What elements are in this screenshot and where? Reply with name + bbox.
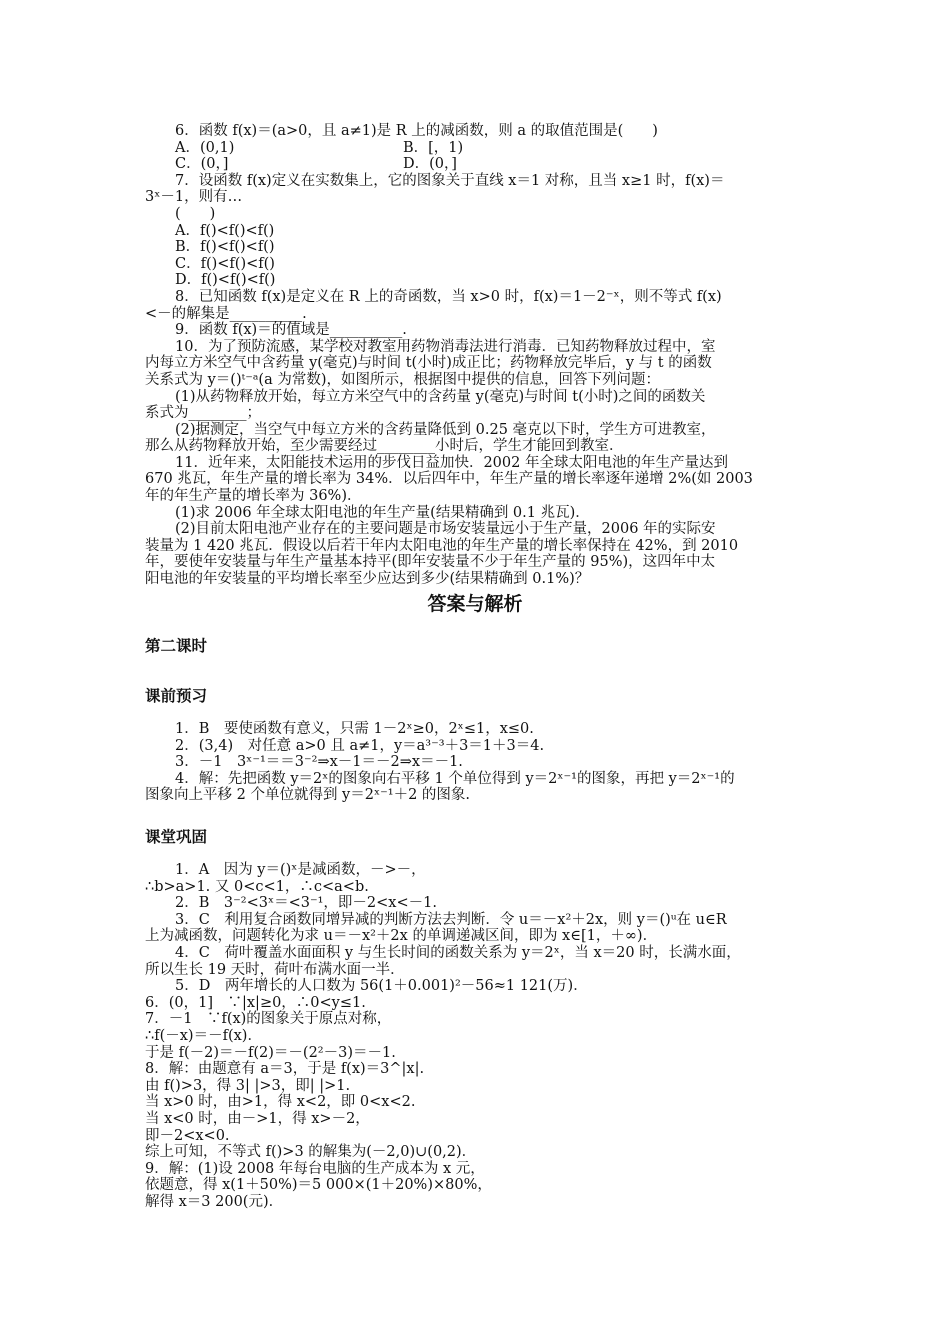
answer-line: 1．B 要使函数有意义，只需 1－2ˣ≥0，2ˣ≤1，x≤0. (175, 721, 534, 737)
answer-line: 图象向上平移 2 个单位就得到 y＝2ˣ⁻¹＋2 的图象. (145, 787, 471, 804)
answer-line: 当 x>0 时，由>1，得 x<2，即 0<x<2. (145, 1094, 416, 1111)
answer-line: 上为减函数，问题转化为求 u＝－x²＋2x 的单调递减区间，即为 x∈[1，＋∞)． (145, 928, 658, 945)
question-11-sub2-line: (2)目前太阳电池产业存在的主要问题是市场安装量远小于生产量，2006 年的实际安 (175, 521, 716, 538)
answers-title: 答案与解析 (427, 593, 523, 615)
answer-line: 所以生长 19 天时，荷叶布满水面一半． (145, 961, 405, 978)
answer-line: ∴f(－x)＝－f(x)． (145, 1027, 262, 1044)
option-b: B．[，1) (403, 139, 464, 156)
question-8-line: 8．已知函数 f(x)是定义在 R 上的奇函数，当 x>0 时，f(x)＝1－2⁻ˣ，则不等式 f(x) (175, 288, 722, 305)
question-10-sub1-line: (1)从药物释放开始，每立方米空气中的含药量 y(毫克)与时间 t(小时)之间的函数关 (175, 388, 706, 405)
question-6-options-row-2 (145, 156, 810, 173)
answer-line: 于是 f(－2)＝－f(2)＝－(2²－3)＝－1. (145, 1044, 396, 1061)
preview-answers (145, 721, 810, 804)
question-10-line: 关系式为 y＝()ᵗ⁻ᵃ(a 为常数)，如图所示，根据图中提供的信息，回答下列问题： (145, 371, 661, 388)
consolidation-heading: 课堂巩固 (145, 828, 208, 846)
question-11-line: 670 兆瓦，年生产量的增长率为 34%．以后四年中，年生产量的增长率逐年递增 2%(如 2003 (145, 471, 753, 488)
question-10-line: 内每立方米空气中含药量 y(毫克)与时间 t(小时)成正比；药物释放完毕后，y 与 t 的函数 (145, 355, 712, 372)
answer-line: ∴b>a>1. 又 0<c<1，∴c<a<b. (145, 878, 369, 895)
question-7-paren: ( ) (175, 205, 216, 222)
question-6: 6．函数 f(x)＝(a>0，且 a≠1)是 R 上的减函数，则 a 的取值范围是( ) (175, 123, 658, 139)
answer-line: 1．A 因为 y＝()ˣ是减函数，－>－， (175, 862, 426, 878)
lesson-heading: 第二课时 (145, 637, 208, 655)
exercise-section (145, 123, 810, 588)
consolidation-answers (145, 862, 810, 1210)
option-a: A．(0,1) (175, 139, 235, 156)
answer-line: 7．－1 ∵f(x)的图象关于原点对称， (145, 1011, 392, 1028)
answer-line: 当 x<0 时，由－>1，得 x>－2， (145, 1110, 370, 1127)
option-a: A．f()<f()<f() (175, 222, 275, 239)
answer-line: 5．D 两年增长的人口数为 56(1＋0.001)²－56≈1 121(万)． (175, 978, 588, 995)
answer-line: 3．C 利用复合函数同增异减的判断方法去判断．令 u＝－x²＋2x，则 y＝()ᵘ在 u∈R (175, 911, 727, 928)
question-10-sub2-line: (2)据测定，当空气中每立方米的含药量降低到 0.25 毫克以下时，学生方可进教室， (175, 421, 716, 438)
answer-line: 2．(3,4) 对任意 a>0 且 a≠1，y＝a³⁻³＋3＝1＋3＝4. (175, 737, 545, 754)
question-11-line: 年的年生产量的增长率为 36%)． (145, 488, 362, 505)
question-11-sub1: (1)求 2006 年全球太阳电池的年生产量(结果精确到 0.1 兆瓦)． (175, 504, 590, 521)
question-6-options-row-1 (145, 140, 810, 157)
question-8-line: <－的解集是__________. (145, 305, 307, 322)
answer-line: 6．(0，1] ∵|x|≥0，∴0<y≤1. (145, 994, 366, 1011)
option-d: D．(0，] (403, 156, 457, 173)
option-d: D．f()<f()<f() (175, 272, 276, 289)
question-10-sub1-line: 系式为________； (145, 405, 261, 422)
question-11-line: 11．近年来，太阳能技术运用的步伐日益加快．2002 年全球太阳电池的年生产量达到 (175, 454, 728, 471)
answer-line: 4．解：先把函数 y＝2ˣ的图象向右平移 1 个单位得到 y＝2ˣ⁻¹的图象，再把 y＝2ˣ⁻¹的 (175, 770, 735, 787)
question-9: 9．函数 f(x)＝的值域是__________. (175, 322, 407, 339)
answer-line: 4．C 荷叶覆盖水面面积 y 与生长时间的函数关系为 y＝2ˣ，当 x＝20 时，长满水面， (175, 944, 741, 961)
question-7-line: 7．设函数 f(x)定义在实数集上，它的图象关于直线 x＝1 对称，且当 x≥1 时，f(x)＝ (175, 172, 725, 189)
question-11-sub2-line: 装量为 1 420 兆瓦．假设以后若干年内太阳电池的年生产量的增长率保持在 42%，到 2010 (145, 537, 739, 554)
question-10-line: 10．为了预防流感，某学校对教室用药物消毒法进行消毒．已知药物释放过程中，室 (175, 338, 716, 355)
answer-line: 由 f()>3，得 3| |>3，即| |>1. (145, 1077, 351, 1094)
answer-line: 解得 x＝3 200(元)． (145, 1193, 284, 1210)
option-b: B．f()<f()<f() (175, 239, 275, 256)
question-11-sub2-line: 阳电池的年安装量的平均增长率至少应达到多少(结果精确到 0.1%)？ (145, 571, 590, 588)
answer-line: 综上可知，不等式 f()>3 的解集为(－2,0)∪(0,2)． (145, 1144, 477, 1161)
answer-line: 即－2<x<0. (145, 1127, 230, 1144)
option-c: C．(0，] (175, 156, 229, 173)
answer-line: 8．解：由题意有 a＝3，于是 f(x)＝3^|x|. (145, 1061, 425, 1078)
question-7-line: 3ˣ－1，则有… (145, 189, 243, 206)
answer-line: 2．B 3⁻²<3ˣ＝<3⁻¹，即－2<x<－1. (175, 895, 437, 912)
answer-line: 9．解：(1)设 2008 年每台电脑的生产成本为 x 元， (145, 1160, 485, 1177)
answer-line: 3．－1 3ˣ⁻¹＝＝3⁻²⇒x－1＝－2⇒x＝－1. (175, 754, 463, 771)
preview-heading: 课前预习 (145, 687, 208, 705)
option-c: C．f()<f()<f() (175, 255, 275, 272)
answer-line: 依题意，得 x(1＋50%)＝5 000×(1＋20%)×80%， (145, 1177, 492, 1194)
question-11-sub2-line: 年，要使年安装量与年生产量基本持平(即年安装量不少于年生产量的 95%)，这四年中太 (145, 554, 716, 571)
question-10-sub2-line: 那么从药物释放开始，至少需要经过________小时后，学生才能回到教室． (145, 438, 624, 455)
